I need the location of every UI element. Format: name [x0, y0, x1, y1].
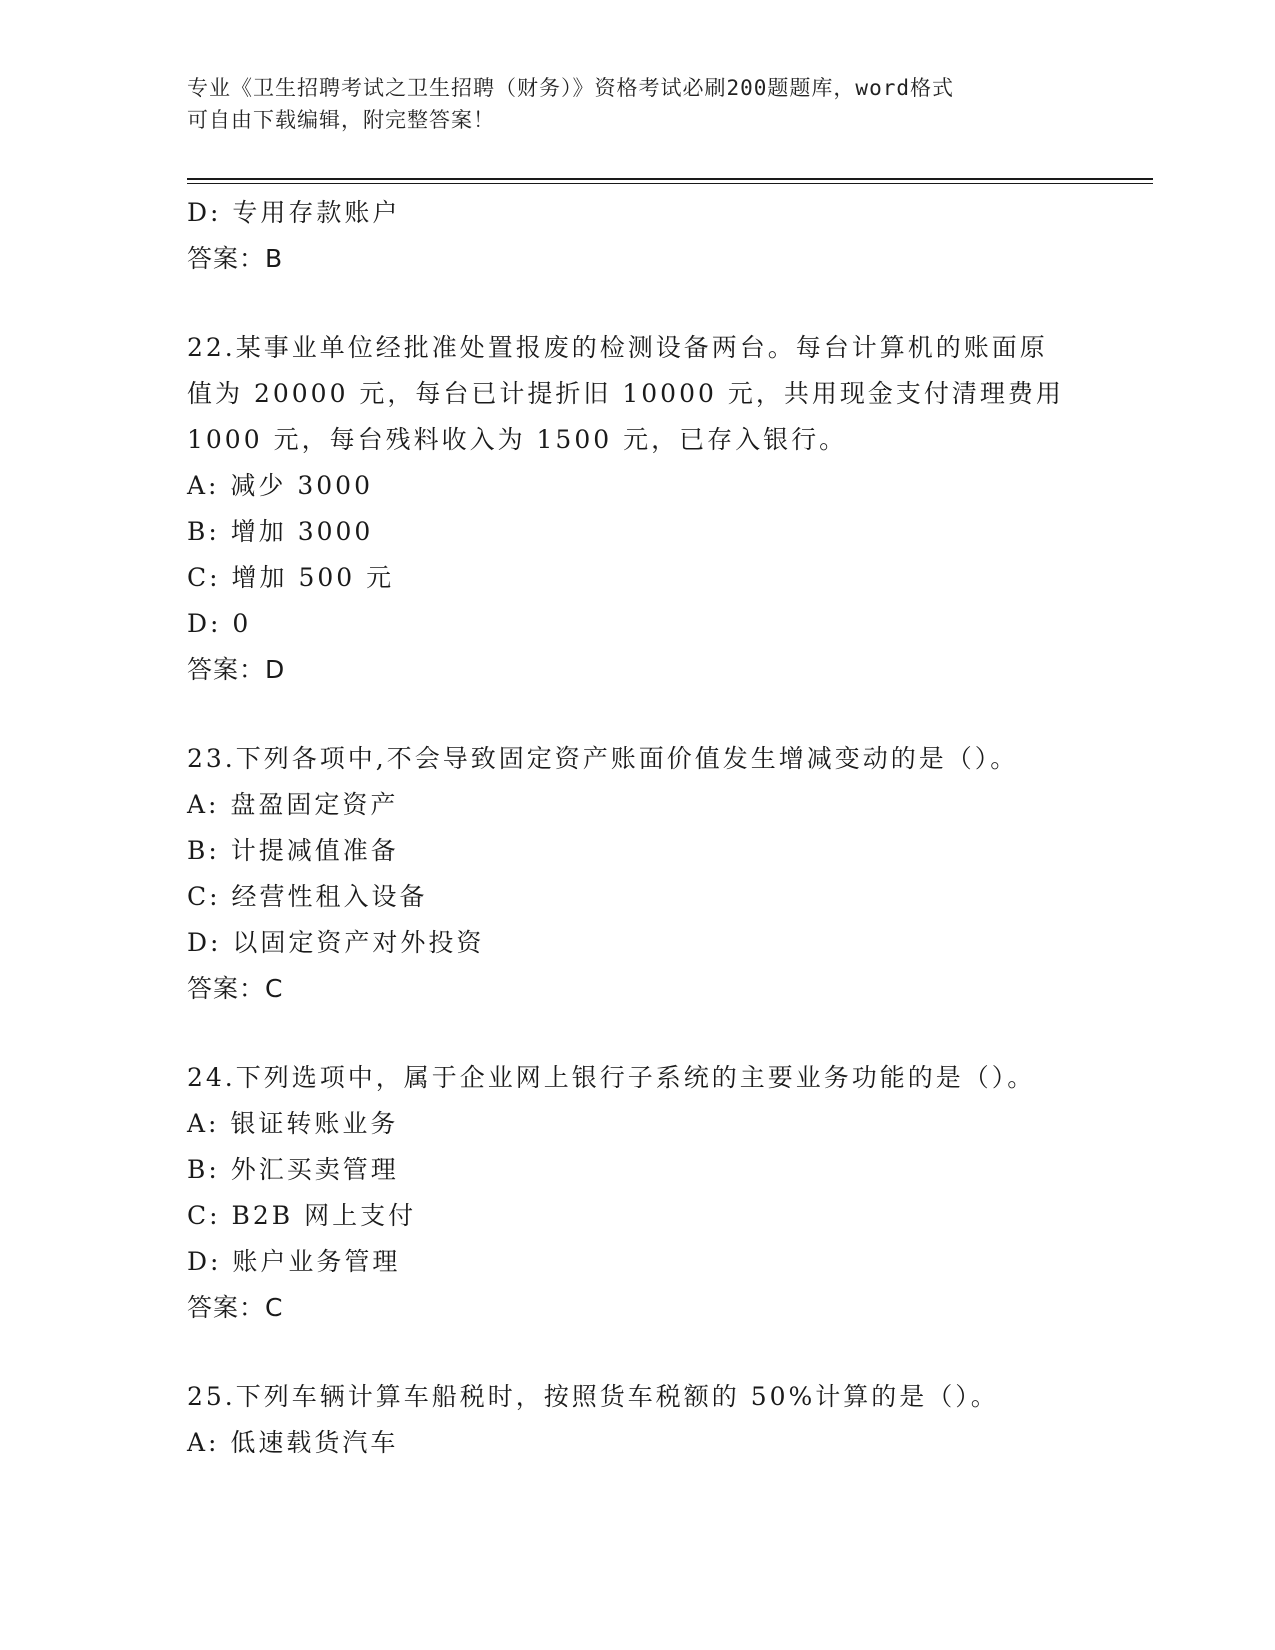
- question-22: [187, 325, 1087, 693]
- document-header: [187, 72, 1087, 136]
- option-b: B: 增加 3000: [187, 517, 374, 546]
- option-a: A: 减少 3000: [187, 471, 373, 500]
- question-stem-line: 22.某事业单位经批准处置报废的检测设备两台。每台计算机的账面原: [187, 333, 1048, 362]
- question-stem: 24.下列选项中，属于企业网上银行子系统的主要业务功能的是（）。: [187, 1063, 1036, 1092]
- question-24: [187, 1055, 1087, 1331]
- answer: 答案：C: [187, 974, 284, 1003]
- question-23: [187, 736, 1087, 1012]
- option-d: D: 专用存款账户: [187, 198, 401, 227]
- question-stem-line: 值为 20000 元，每台已计提折旧 10000 元，共用现金支付清理费用: [187, 379, 1064, 408]
- answer: 答案：B: [187, 244, 284, 273]
- question-list: [187, 190, 1087, 1466]
- header-divider-thick: [187, 178, 1153, 180]
- answer: 答案：D: [187, 655, 286, 684]
- option-d: D: 0: [187, 609, 252, 638]
- question-stem-line: 1000 元，每台残料收入为 1500 元，已存入银行。: [187, 425, 848, 454]
- option-c: C: 经营性租入设备: [187, 882, 428, 911]
- option-d: D: 账户业务管理: [187, 1247, 401, 1276]
- option-a: A: 盘盈固定资产: [187, 790, 399, 819]
- question-stem: 25.下列车辆计算车船税时，按照货车税额的 50%计算的是（）。: [187, 1382, 999, 1411]
- option-a: A: 银证转账业务: [187, 1109, 399, 1138]
- option-b: B: 外汇买卖管理: [187, 1155, 399, 1184]
- option-b: B: 计提减值准备: [187, 836, 399, 865]
- option-c: C: B2B 网上支付: [187, 1201, 417, 1230]
- header-line-1: 专业《卫生招聘考试之卫生招聘（财务）》资格考试必刷200题题库，word格式: [187, 76, 954, 100]
- option-c: C: 增加 500 元: [187, 563, 395, 592]
- question-21-tail: [187, 190, 1087, 282]
- question-stem: 23.下列各项中,不会导致固定资产账面价值发生增减变动的是（）。: [187, 744, 1019, 773]
- header-line-2: 可自由下载编辑，附完整答案！: [187, 108, 495, 132]
- question-25: [187, 1374, 1087, 1466]
- header-divider-thin: [187, 183, 1153, 184]
- option-a: A: 低速载货汽车: [187, 1428, 399, 1457]
- option-d: D: 以固定资产对外投资: [187, 928, 485, 957]
- answer: 答案：C: [187, 1293, 284, 1322]
